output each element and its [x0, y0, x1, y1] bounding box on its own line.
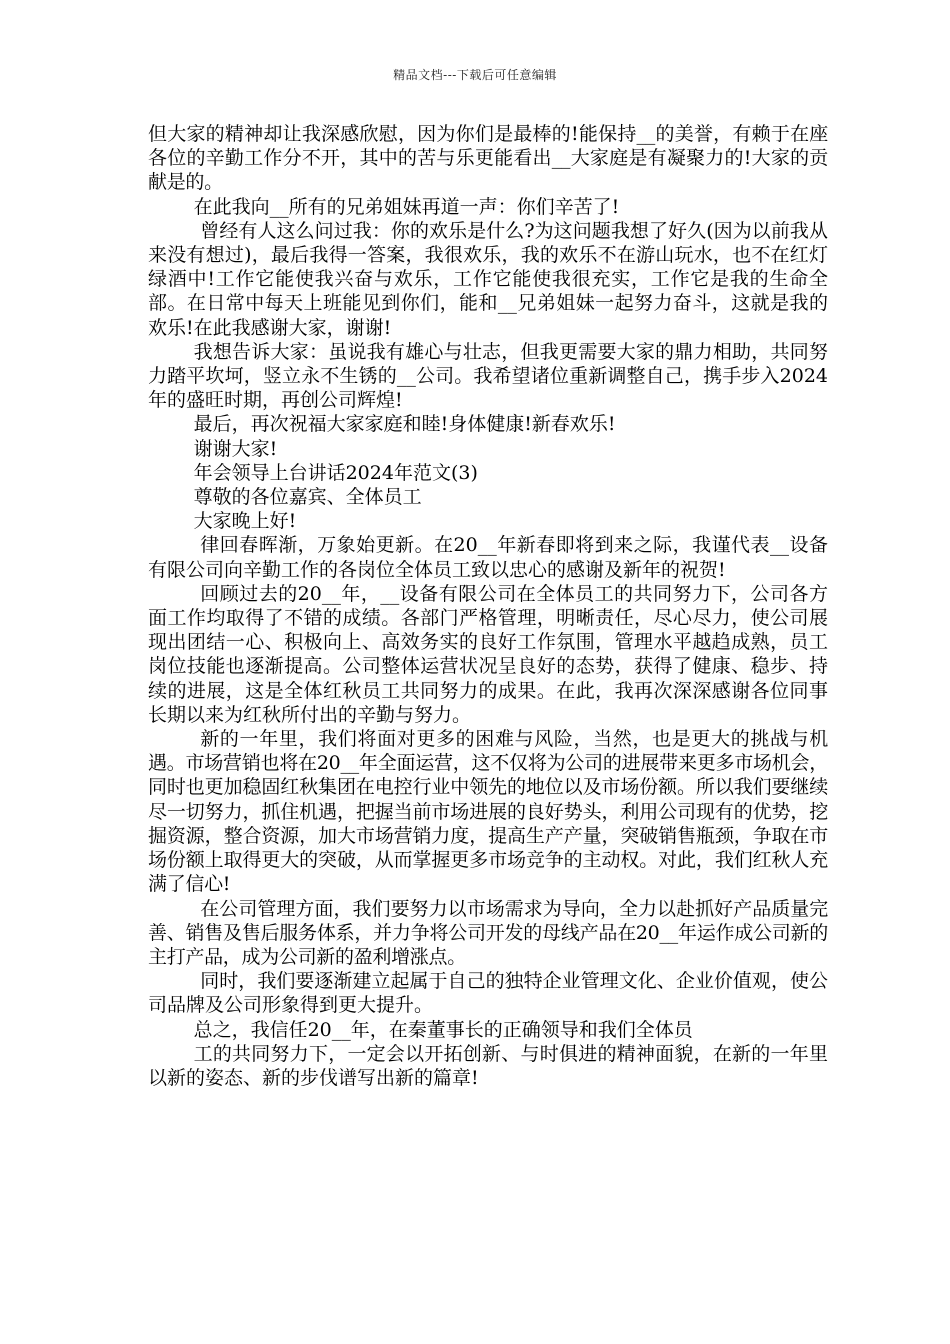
paragraph: 律回春晖渐，万象始更新。在20__年新春即将到来之际，我谨代表__设备有限公司向辛勤工作的各岗位全体员工致以忠心的感谢及新年的祝贺! — [148, 534, 828, 581]
paragraph: 新的一年里，我们将面对更多的困难与风险，当然，也是更大的挑战与机遇。市场营销也将在20__年全面运营，这不仅将为公司的进展带来更多市场机会，同时也更加稳固红秋集团在电控行业中领先的地位以及市场份额。所以我们要继续尽一切努力，抓住机遇，把握当前市场进展的良好势头，利用公司现有的优势，挖掘资源，整合资源，加大市场营销力度，提高生产产量，突破销售瓶颈，争取在市场份额上取得更大的突破，从而掌握更多市场竞争的主动权。对此，我们红秋人充满了信心! — [148, 728, 828, 896]
paragraph: 谢谢大家! — [193, 437, 278, 460]
document-body — [148, 122, 828, 1090]
paragraph: 同时，我们要逐渐建立起属于自己的独特企业管理文化、企业价值观，使公司品牌及公司形象得到更大提升。 — [148, 970, 828, 1017]
greeting: 大家晚上好! — [193, 510, 297, 533]
paragraph: 工的共同努力下，一定会以开拓创新、与时俱进的精神面貌，在新的一年里以新的姿态、新的步伐谱写出新的篇章! — [148, 1042, 828, 1089]
paragraph: 在公司管理方面，我们要努力以市场需求为导向，全力以赴抓好产品质量完善、销售及售后服务体系，并力争将公司开发的母线产品在20__年运作成公司新的主打产品，成为公司新的盈利增涨点。 — [148, 897, 828, 968]
paragraph: 最后，再次祝福大家家庭和睦!身体健康!新春欢乐! — [193, 413, 616, 436]
paragraph: 回顾过去的20__年，__设备有限公司在全体员工的共同努力下，公司各方面工作均取得了不错的成绩。各部门严格管理，明晰责任，尽心尽力，使公司展现出团结一心、积极向上、高效务实的良好工作氛围，管理水平越趋成熟，员工岗位技能也逐渐提高。公司整体运营状况呈良好的态势，获得了健康、稳步、持续的进展，这是全体红秋员工共同努力的成果。在此，我再次深深感谢各位同事长期以来为红秋所付出的辛勤与努力。 — [148, 582, 828, 726]
salutation: 尊敬的各位嘉宾、全体员工 — [193, 486, 422, 509]
paragraph: 总之，我信任20__年，在秦董事长的正确领导和我们全体员 — [193, 1018, 693, 1041]
paragraph: 曾经有人这么问过我：你的欢乐是什么?为这问题我想了好久(因为以前我从来没有想过)，最后我得一答案，我很欢乐，我的欢乐不在游山玩水，也不在红灯绿酒中!工作它能使我兴奋与欢乐，工作它能使我很充实，工作它是我的生命全部。在日常中每天上班能见到你们，能和__兄弟姐妹一起努力奋斗，这就是我的欢乐!在此我感谢大家，谢谢! — [148, 219, 828, 339]
page-header: 精品文档---下载后可任意编辑 — [393, 68, 557, 82]
section-title: 年会领导上台讲话2024年范文(3) — [193, 461, 478, 484]
paragraph: 但大家的精神却让我深感欣慰，因为你们是最棒的!能保持__的美誉，有赖于在座各位的辛勤工作分不开，其中的苦与乐更能看出__大家庭是有凝聚力的!大家的贡献是的。 — [148, 123, 828, 194]
paragraph: 在此我向__所有的兄弟姐妹再道一声：你们辛苦了! — [193, 195, 620, 218]
paragraph: 我想告诉大家：虽说我有雄心与壮志，但我更需要大家的鼎力相助，共同努力踏平坎坷，竖立永不生锈的__公司。我希望诸位重新调整自己，携手步入2024年的盛旺时期，再创公司辉煌! — [148, 340, 828, 412]
